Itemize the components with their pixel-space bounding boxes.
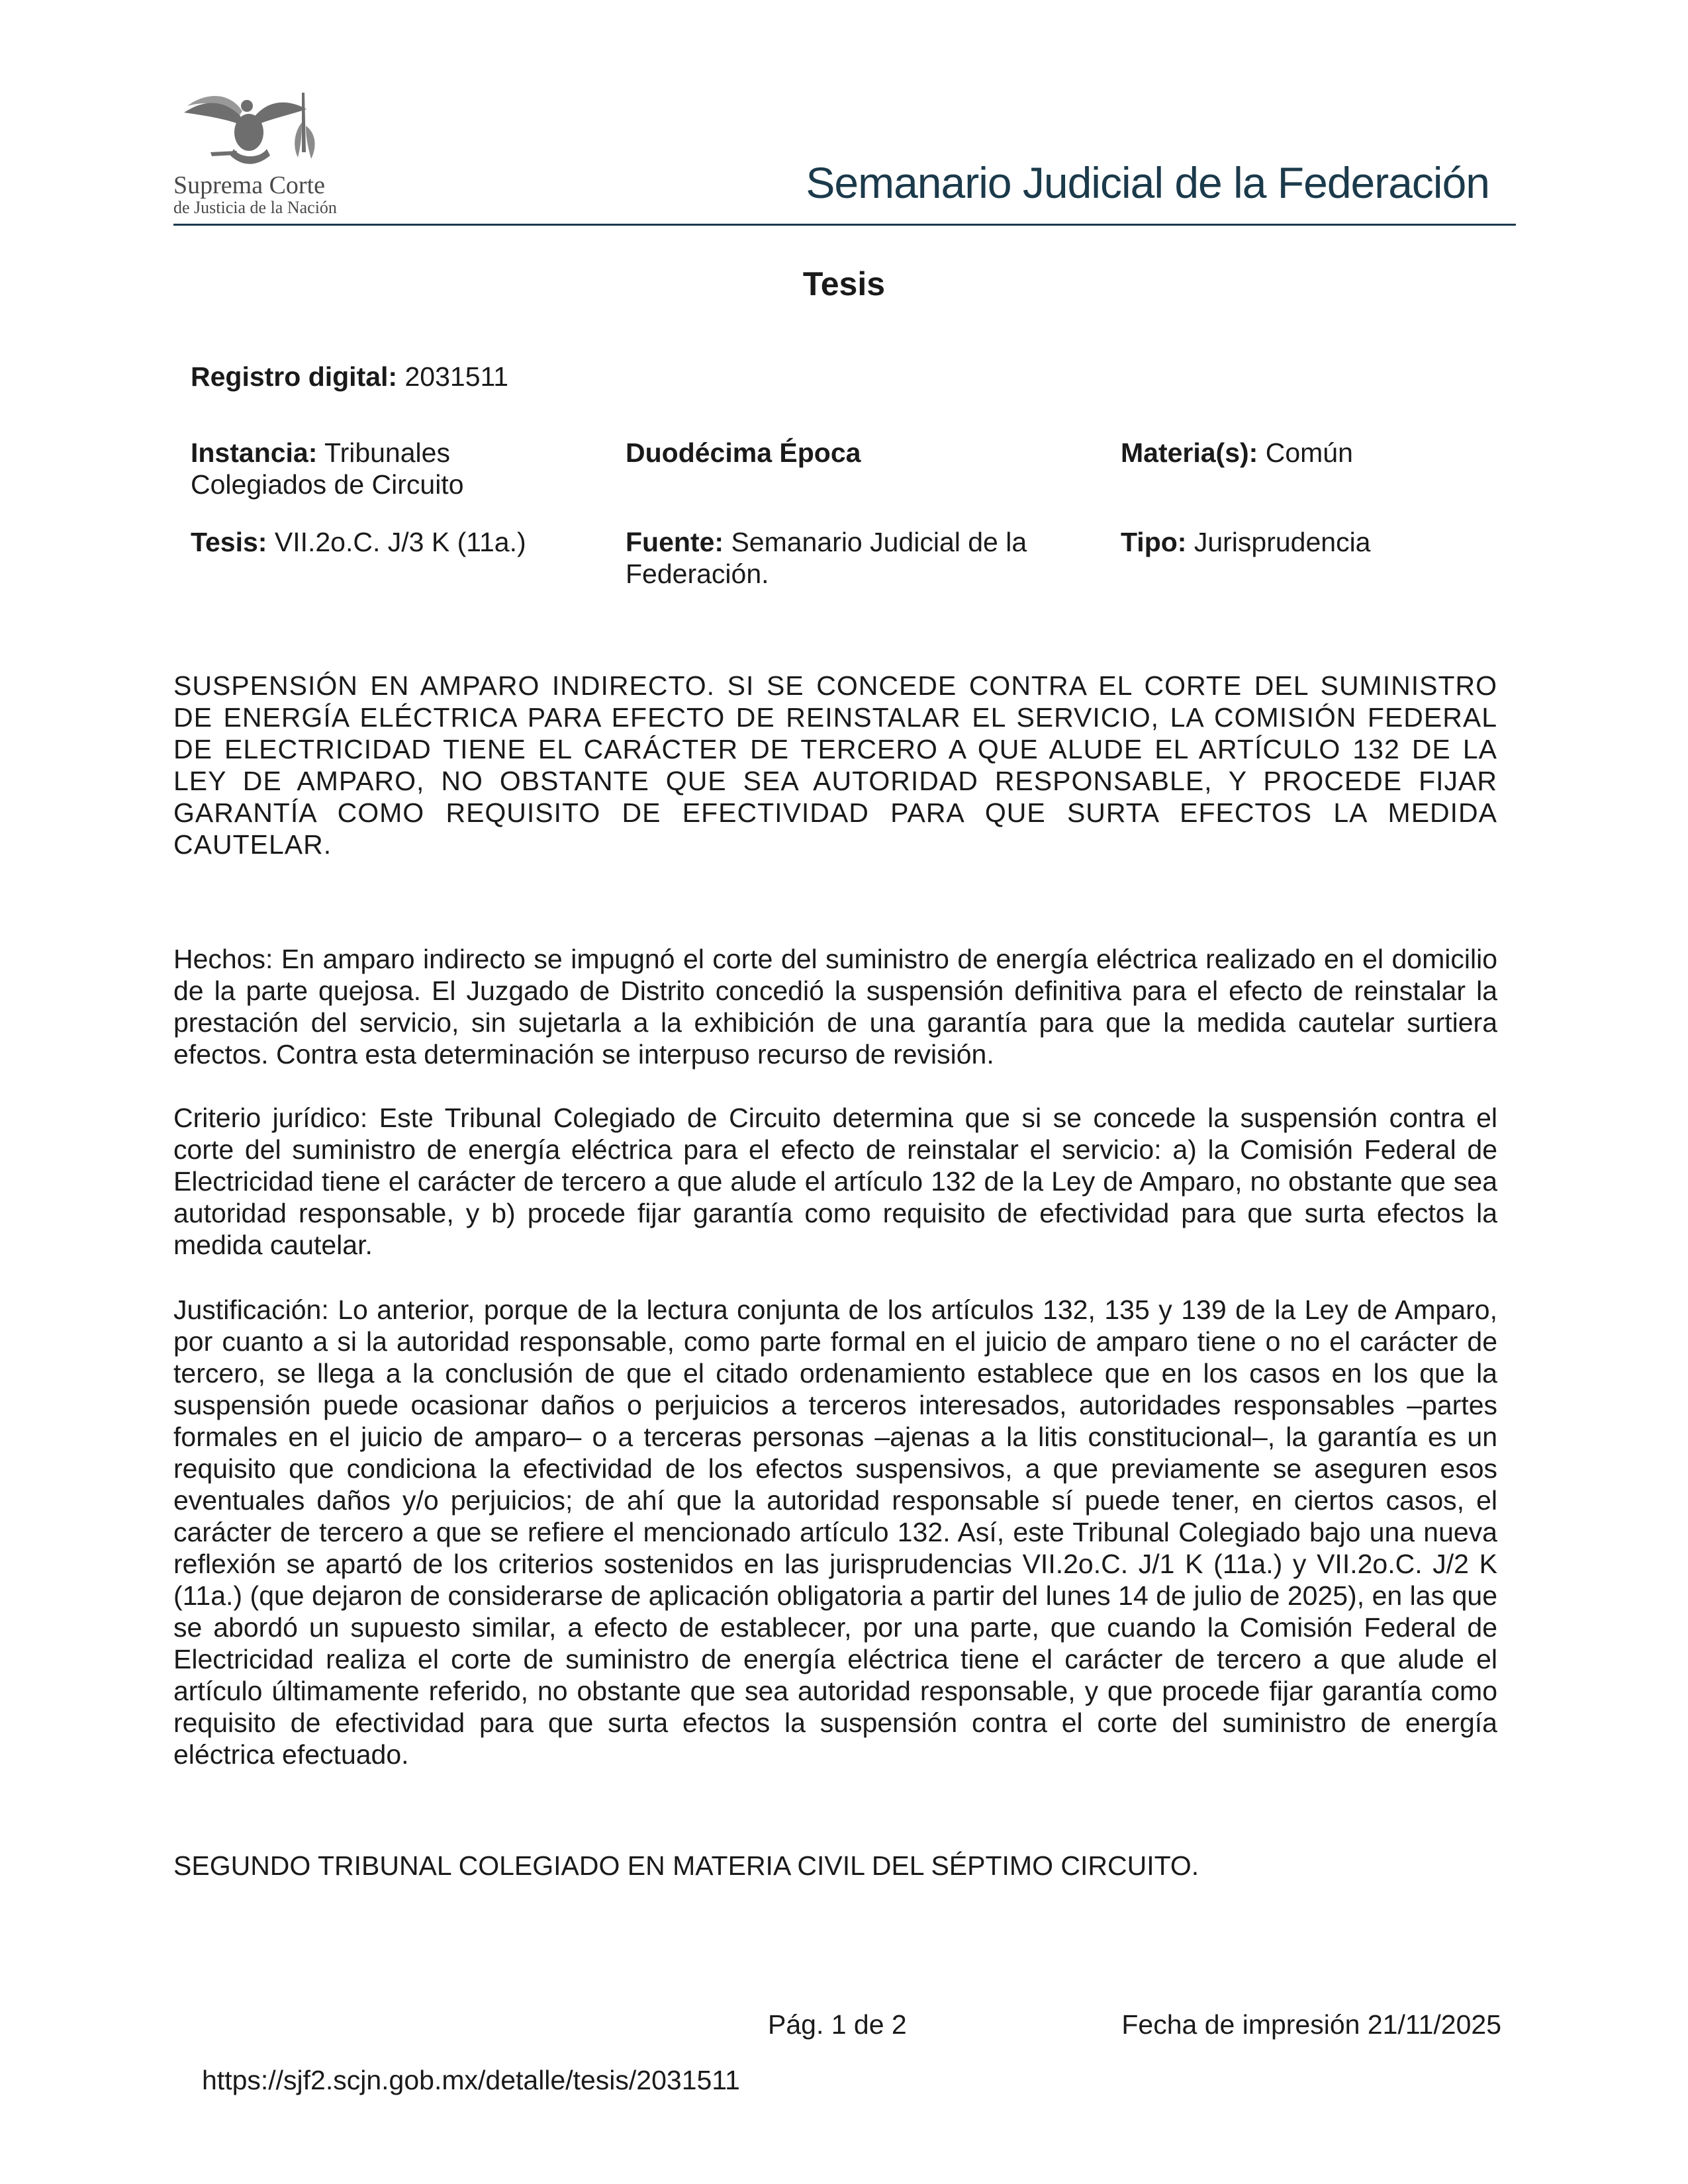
document-type: Tesis (802, 265, 886, 302)
tribunal-paragraph: SEGUNDO TRIBUNAL COLEGIADO EN MATERIA CIVIL DEL SÉPTIMO CIRCUITO. (173, 1850, 1199, 1881)
logo-name-sub: de Justicia de la Nación (173, 198, 337, 217)
eagle-emblem-icon (171, 86, 330, 172)
hechos-paragraph: Hechos: En amparo indirecto se impugnó el corte del suministro de energía eléctrica realizado en el domicilio de la parte quejosa. El Juzgado de Distrito concedió la suspensión definitiva para el efecto de reinstalar la prestación del servicio, sin sujetarla a la exhibición de una garantía para que la medida cautelar surtiera efectos. Contra esta determinación se interpuso recurso de revisión. (173, 944, 1497, 1069)
materia-label: Materia(s): (1121, 437, 1258, 468)
tesis-field (191, 526, 526, 558)
scjn-logo (171, 86, 336, 218)
fuente-label: Fuente: (626, 527, 724, 557)
tipo-value: Jurisprudencia (1194, 527, 1371, 557)
registro-field (191, 361, 508, 392)
tipo-label: Tipo: (1121, 527, 1187, 557)
registro-value: 2031511 (404, 361, 509, 392)
header-title: Semanario Judicial de la Federación (806, 158, 1489, 207)
fuente-field (626, 526, 1089, 590)
instancia-value: Tribunales Colegiados de Circuito (191, 437, 464, 500)
tesis-value: VII.2o.C. J/3 K (11a.) (274, 527, 526, 557)
materia-value: Común (1265, 437, 1353, 468)
tesis-label: Tesis: (191, 527, 267, 557)
header-divider (173, 224, 1516, 226)
materia-field (1121, 437, 1353, 469)
print-date: Fecha de impresión 21/11/2025 (1121, 2009, 1501, 2040)
justificacion-paragraph: Justificación: Lo anterior, porque de la lectura conjunta de los artículos 132, 135 y 139 de la Ley de Amparo, por cuanto a si la autoridad responsable, como parte formal en el juicio de amparo tiene o no el carácter de tercero, se llega a la conclusión de que el citado ordenamiento establece que en los casos en los que la suspensión puede ocasionar daños o perjuicios a terceros interesados, autoridades responsables –partes formales en el juicio de amparo– o a terceras personas –ajenas a la litis constitucional–, la garantía es un requisito que condiciona la efectividad de los efectos suspensivos, a que previamente se aseguren esos eventuales daños y/o perjuicios; de ahí que la autoridad responsable sí puede tener, en ciertos casos, el carácter de tercero a que se refiere el mencionado artículo 132. Así, este Tribunal Colegiado bajo una nueva reflexión se apartó de los criterios sostenidos en las jurisprudencias VII.2o.C. J/1 K (11a.) y VII.2o.C. J/2 K (11a.) (que dejaron de considerarse de aplicación obligatoria a partir del lunes 14 de julio de 2025), en las que se abordó un supuesto similar, a efecto de establecer, por una parte, que cuando la Comisión Federal de Electricidad realiza el corte de suministro de energía eléctrica tiene el carácter de tercero a que alude el artículo últimamente referido, no obstante que sea autoridad responsable, y que procede fijar garantía como requisito de efectividad para que surta efectos la suspensión contra el corte del suministro de energía eléctrica efectuado. (173, 1295, 1497, 1770)
logo-name-main: Suprema Corte (173, 171, 326, 199)
page-number: Pág. 1 de 2 (768, 2009, 907, 2040)
tipo-field (1121, 526, 1370, 558)
registro-label: Registro digital: (191, 361, 398, 392)
criterio-paragraph: Criterio jurídico: Este Tribunal Colegiado de Circuito determina que si se concede la suspensión contra el corte del suministro de energía eléctrica para el efecto de reinstalar el servicio: a) la Comisión Federal de Electricidad tiene el carácter de tercero a que alude el artículo 132 de la Ley de Amparo, no obstante que sea autoridad responsable, y b) procede fijar garantía como requisito de efectividad para que surta efectos la medida cautelar. (173, 1103, 1497, 1260)
fuente-value: Semanario Judicial de la Federación. (626, 527, 1027, 589)
thesis-heading: SUSPENSIÓN EN AMPARO INDIRECTO. SI SE CONCEDE CONTRA EL CORTE DEL SUMINISTRO DE ENERGÍA ELÉCTRICA PARA EFECTO DE REINSTALAR EL SERVICIO, LA COMISIÓN FEDERAL DE ELECTRICIDAD TIENE EL CARÁCTER DE TERCERO A QUE ALUDE EL ARTÍCULO 132 DE LA LEY DE AMPARO, NO OBSTANTE QUE SEA AUTORIDAD RESPONSABLE, Y PROCEDE FIJAR GARANTÍA COMO REQUISITO DE EFECTIVIDAD PARA QUE SURTA EFECTOS LA MEDIDA CAUTELAR. (173, 670, 1497, 860)
instancia-label: Instancia: (191, 437, 318, 468)
instancia-field (191, 437, 561, 500)
epoca-field: Duodécima Época (626, 437, 861, 468)
source-url: https://sjf2.scjn.gob.mx/detalle/tesis/2031511 (202, 2065, 740, 2095)
